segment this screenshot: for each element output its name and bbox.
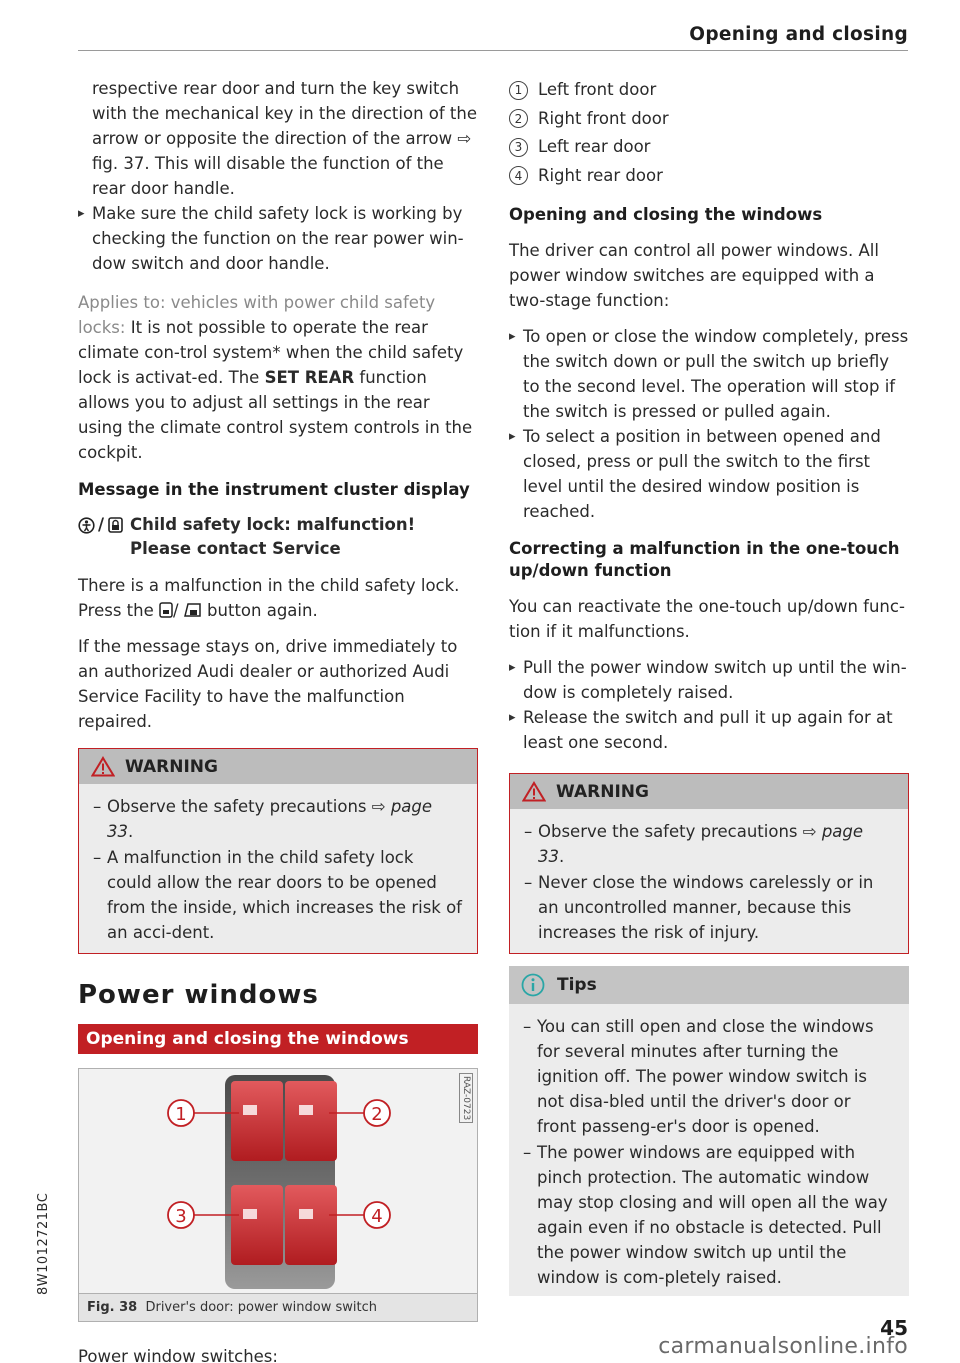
message-subheading [78,513,478,561]
list-item-label: Left rear door [538,137,651,156]
tips-title: Tips [557,975,597,995]
tips-header [509,966,909,1004]
tips-item: – The power windows are equipped with pinch protection. The automatic window may stop closing and will open all the way again even if no obstacle is detected. Pull the power window switch up until the window is com-pletely raised. [523,1140,895,1290]
intro-bullet: ▸ Make sure the child safety lock is working by checking the function on the rear power win-dow switch and door handle. [78,201,478,276]
subsection-bar: Opening and closing the windows [78,1024,478,1054]
warning-item-text: Observe the safety precautions ⇨ [107,797,391,816]
correcting-heading: Correcting a malfunction in the one-touch up/down function [509,539,900,580]
list-item-label: Right front door [538,108,669,128]
reactivate-paragraph: You can reactivate the one-touch up/down func-tion if it malfunctions. [509,597,905,641]
switch-list [509,76,909,190]
window-lock-icon [184,602,202,618]
driver-paragraph: The driver can control all power windows. All power window switches are equipped with a two-stage function: [509,241,879,310]
door-lock-icon [159,602,173,618]
warning-title: WARNING [125,756,218,777]
number-badge: 2 [509,109,528,128]
warning-body [510,809,908,953]
page-link[interactable]: page 33 [538,822,864,866]
warning-item-end: . [128,822,134,841]
switch-left-front [231,1081,283,1161]
stays-on-paragraph: If the message stays on, drive immediately to an authorized Audi dealer or authorized Audi Service Facility to have the malfunction repaired. [78,637,458,731]
bullet-item: ▸ To open or close the window completely, press the switch down or pull the switch up briefly to the second level. The operation will stop if the switch is pressed or pulled again. [509,324,909,424]
climate-text-a: It is not possible to operate the rear climate con-trol system* when the child safety lock is activat-ed. The [78,318,464,387]
callout-1-label: 1 [175,1104,187,1125]
list-item-label: Left front door [538,80,657,99]
applies-label: Applies to: vehicles with power child safety locks: [78,293,436,337]
info-icon [521,973,545,997]
section-title: Power windows [78,980,319,1010]
child-icon [78,517,95,534]
header-rule [78,50,908,51]
message-heading: Message in the instrument cluster display [78,480,470,499]
warning-box-right [509,773,909,954]
opening-heading: Opening and closing the windows [509,205,823,224]
list-item [509,76,909,105]
set-rear-label: SET REAR [264,368,355,387]
switch-left-rear [231,1185,283,1265]
list-item [509,162,909,191]
door-lock-icon [107,516,124,534]
left-column [78,76,478,1363]
warning-box-left [78,748,478,954]
intro-paragraph: respective rear door and turn the key switch with the mechanical key in the direction of the arrow or opposite the direction of the arrow ⇨ fig. 37. This will disable the function of the rear door handle. [92,79,478,198]
malfunction-text-b: button again. [201,601,318,620]
bullet-item: ▸ To select a position in between opened and closed, press or pull the switch to the first level until the desired window position is reached. [509,424,909,524]
running-header-title: Opening and closing [689,24,908,45]
switches-label: Power window switches: [78,1347,278,1363]
warning-header [510,774,908,809]
warning-header [79,749,477,784]
right-column [509,76,909,1296]
figure-caption-text: Driver's door: power window switch [145,1300,378,1315]
warning-item-text: Observe the safety precautions ⇨ [538,822,822,841]
callout-2-label: 2 [371,1104,383,1125]
warning-item [93,794,463,844]
figure-caption [79,1294,477,1321]
list-item [509,105,909,134]
document-code: 8W1012721BC [36,1192,51,1295]
page-link[interactable]: page 33 [107,797,433,841]
figure-image [79,1069,477,1294]
child-lock-icons: / [78,513,124,537]
figure-label: Fig. 38 [87,1300,138,1315]
climate-paragraph [78,290,478,465]
number-badge: 1 [509,81,528,100]
warning-triangle-icon [522,781,546,802]
warning-item-end: . [559,847,565,866]
figure-code: RAZ-0723 [459,1073,473,1123]
tips-box [509,966,909,1296]
watermark: carmanualsonline.info [658,1334,908,1359]
climate-text-b: function allows you to adjust all settings in the rear using the climate control system controls in the cockpit. [78,368,473,462]
tips-item: – You can still open and close the windows for several minutes after turning the ignition off. The power window switch is not disa-bled until the driver's door or front passeng-er's door is opened. [523,1014,895,1139]
power-window-switch-illustration [79,1069,477,1294]
warning-triangle-icon [91,756,115,777]
tips-body [509,1004,909,1296]
number-badge: 4 [509,166,528,185]
malfunction-paragraph: There is a malfunction in the child safety lock. Press the / button again. [78,576,460,620]
list-item [509,133,909,162]
bullet-item: ▸ Pull the power window switch up until the win-dow is completely raised. [509,655,909,705]
callout-4-label: 4 [371,1206,383,1227]
figure-38 [78,1068,478,1322]
switch-right-front [285,1081,337,1161]
warning-item: – Never close the windows carelessly or in an uncontrolled manner, because this increases the risk of injury. [524,870,894,945]
message-subheading-text: Child safety lock: malfunction! Please contact Service [130,515,416,558]
switch-right-rear [285,1185,337,1265]
warning-item [524,819,894,869]
number-badge: 3 [509,138,528,157]
warning-item: – A malfunction in the child safety lock could allow the rear doors to be opened from the inside, which increases the risk of an acci-dent. [93,845,463,945]
callout-3-label: 3 [175,1206,187,1227]
bullet-item: ▸ Release the switch and pull it up again for at least one second. [509,705,909,755]
list-item-label: Right rear door [538,165,663,185]
malfunction-text-a: There is a malfunction in the child safety lock. Press the [78,576,460,620]
warning-body [79,784,477,953]
page-number: 45 [880,1316,908,1340]
warning-title: WARNING [556,781,649,802]
